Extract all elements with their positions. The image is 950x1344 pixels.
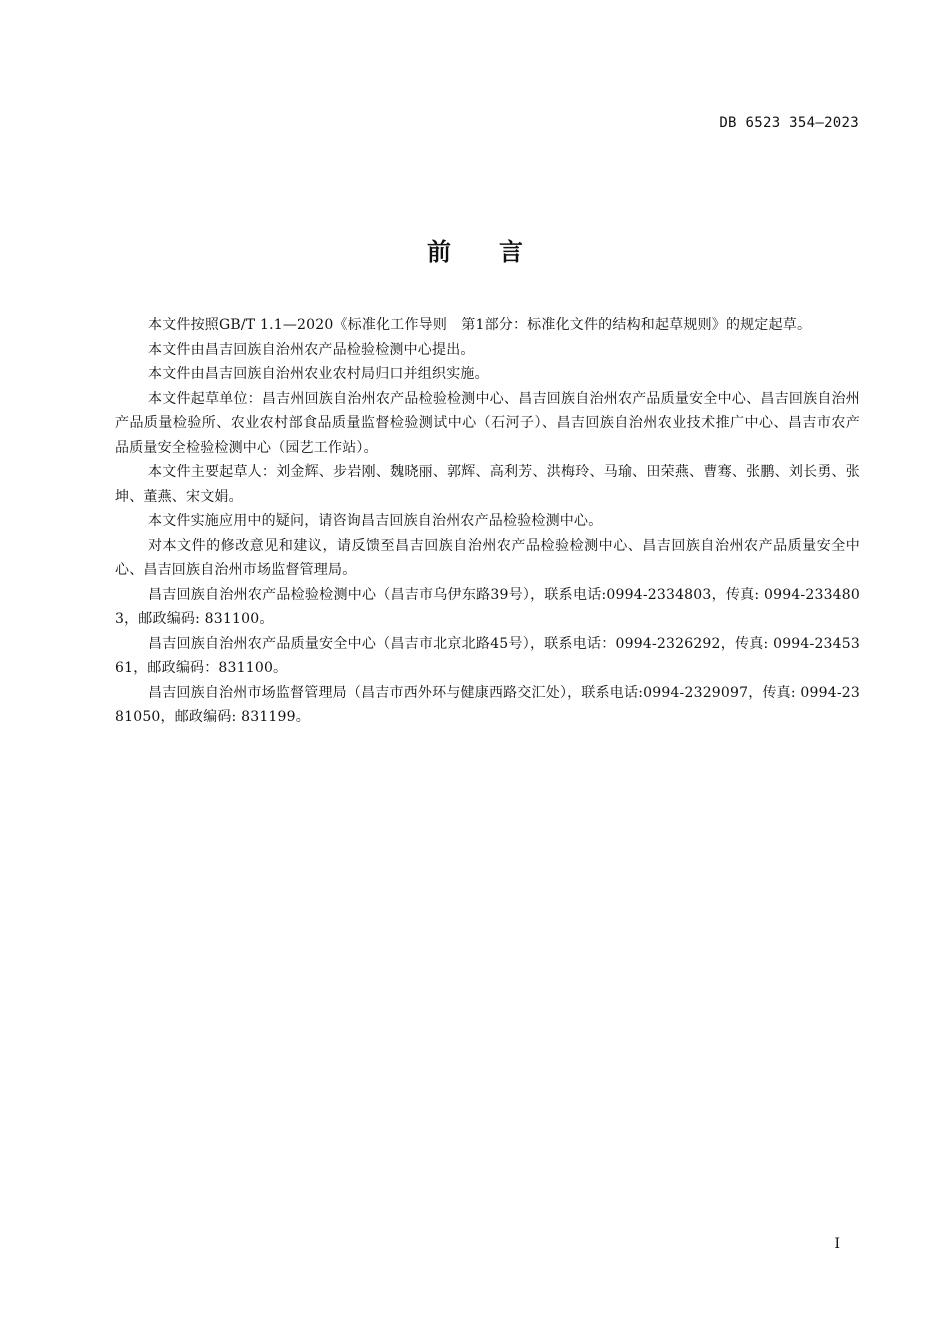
- paragraph-drafting-units: 本文件起草单位：昌吉州回族自治州农产品检验检测中心、昌吉回族自治州农产品质量安全中心、昌吉回族自治州产品质量检验所、农业农村部食品质量监督检验测试中心（石河子）、昌吉回族自治州农业技术推广中心、昌吉市农产品质量安全检验检测中心（园艺工作站）。: [115, 390, 860, 456]
- document-code: DB 6523 354—2023: [719, 115, 859, 131]
- paragraph-drafting-rules: 本文件按照GB/T 1.1—2020《标准化工作导则 第1部分：标准化文件的结构和起草规则》的规定起草。: [148, 317, 812, 333]
- paragraph-contact-market-bureau: 昌吉回族自治州市场监督管理局（昌吉市西外环与健康西路交汇处），联系电话:0994-2329097，传真: 0994-2381050，邮政编码: 831199。: [115, 684, 860, 725]
- paragraph-inquiries: 本文件实施应用中的疑问，请咨询昌吉回族自治州农产品检验检测中心。: [148, 513, 603, 529]
- paragraph-feedback: 对本文件的修改意见和建议，请反馈至昌吉回族自治州农产品检验检测中心、昌吉回族自治州农产品质量安全中心、昌吉回族自治州市场监督管理局。: [115, 537, 860, 578]
- paragraph-contact-quality-center: 昌吉回族自治州农产品质量安全中心（昌吉市北京北路45号），联系电话：0994-2326292，传真: 0994-2345361，邮政编码：831100。: [115, 635, 860, 676]
- paragraph-administrator: 本文件由昌吉回族自治州农业农村局归口并组织实施。: [148, 366, 489, 382]
- page-title: 前言: [427, 238, 571, 266]
- page-number: I: [834, 1236, 840, 1252]
- paragraph-proposer: 本文件由昌吉回族自治州农产品检验检测中心提出。: [148, 341, 475, 358]
- paragraph-drafters: 本文件主要起草人：刘金辉、步岩刚、魏晓丽、郭辉、高利芳、洪梅玲、马瑜、田荣燕、曹骞、张鹏、刘长勇、张坤、董燕、宋文娟。: [115, 464, 860, 505]
- foreword-body: [115, 313, 860, 730]
- paragraph-contact-testing-center: 昌吉回族自治州农产品检验检测中心（昌吉市乌伊东路39号），联系电话:0994-2334803，传真: 0994-2334803，邮政编码: 831100。: [115, 586, 860, 627]
